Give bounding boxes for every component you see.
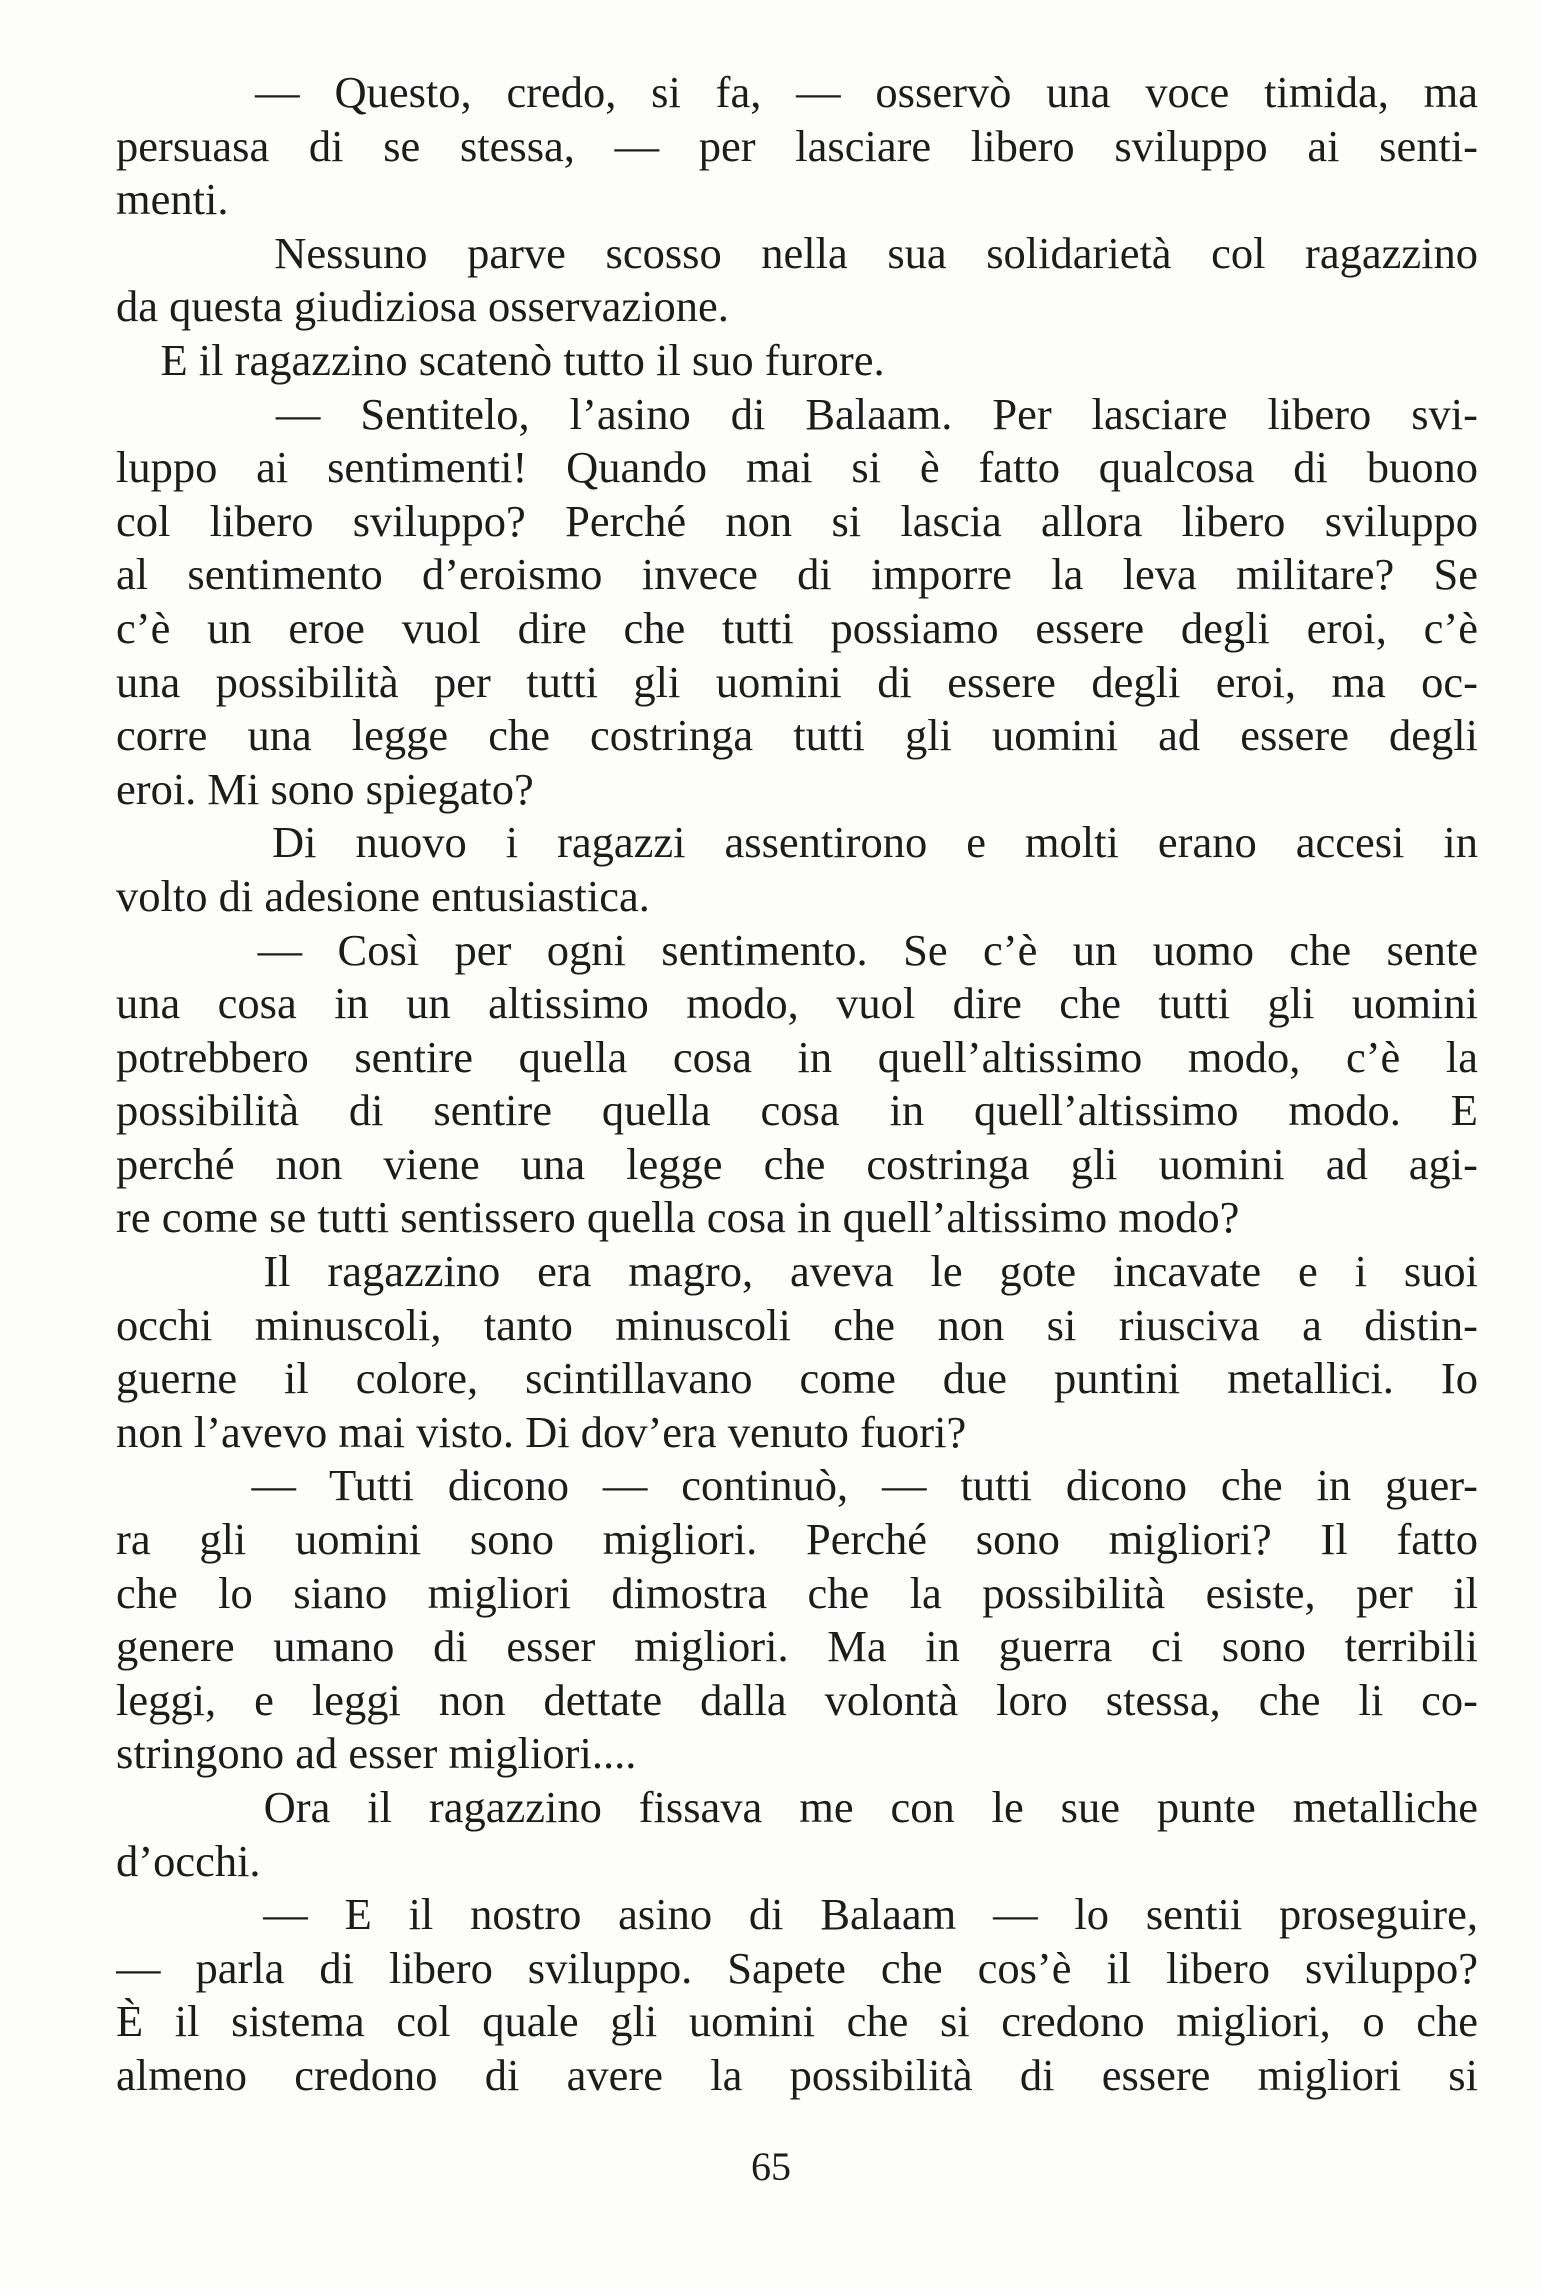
text-line: almeno credono di avere la possibilità di essere migliori si xyxy=(116,2049,1478,2100)
text-line: — Tutti dicono — continuò, — tutti dicono che in guer- xyxy=(116,1460,1478,1511)
text-line: perché non viene una legge che costringa gli uomini ad agi- xyxy=(116,1138,1478,1189)
text-line: al sentimento d’eroismo invece di imporre la leva militare? Se xyxy=(116,549,1478,600)
text-line: una possibilità per tutti gli uomini di essere degli eroi, ma oc- xyxy=(116,656,1478,707)
text-line: non l’avevo mai visto. Di dov’era venuto fuori? xyxy=(116,1406,967,1457)
text-line: che lo siano migliori dimostra che la possibilità esiste, per il xyxy=(116,1567,1478,1618)
text-line: stringono ad esser migliori.... xyxy=(116,1728,637,1779)
text-line: guerne il colore, scintillavano come due puntini metallici. Io xyxy=(116,1353,1478,1404)
text-line: genere umano di esser migliori. Ma in guerra ci sono terribili xyxy=(116,1621,1478,1672)
text-line: occhi minuscoli, tanto minuscoli che non si riusciva a distin- xyxy=(116,1299,1478,1350)
text-line: eroi. Mi sono spiegato? xyxy=(116,763,534,814)
text-line: col libero sviluppo? Perché non si lascia allora libero sviluppo xyxy=(116,495,1478,546)
text-line: corre una legge che costringa tutti gli uomini ad essere degli xyxy=(116,710,1478,761)
text-line: — Questo, credo, si fa, — osservò una voce timida, ma xyxy=(116,67,1478,117)
body-text xyxy=(116,66,1478,2103)
text-line: luppo ai sentimenti! Quando mai si è fatto qualcosa di buono xyxy=(116,442,1478,493)
text-line: leggi, e leggi non dettate dalla volontà loro stessa, che li co- xyxy=(116,1674,1478,1725)
text-line: E il ragazzino scatenò tutto il suo furore. xyxy=(116,334,885,385)
page-number: 65 xyxy=(751,2144,791,2189)
text-line: menti. xyxy=(116,174,229,225)
text-line: ra gli uomini sono migliori. Perché sono migliori? Il fatto xyxy=(116,1514,1478,1565)
text-line: d’occhi. xyxy=(116,1835,261,1886)
text-line: Il ragazzino era magro, aveva le gote incavate e i suoi xyxy=(116,1246,1478,1297)
text-line: da questa giudiziosa osservazione. xyxy=(116,281,729,332)
text-line: — E il nostro asino di Balaam — lo sentii proseguire, xyxy=(116,1889,1478,1940)
text-line: potrebbero sentire quella cosa in quell’altissimo modo, c’è la xyxy=(116,1031,1478,1082)
text-line: c’è un eroe vuol dire che tutti possiamo essere degli eroi, c’è xyxy=(116,602,1478,653)
text-line: È il sistema col quale gli uomini che si credono migliori, o che xyxy=(116,1996,1478,2047)
text-line: Nessuno parve scosso nella sua solidarietà col ragazzino xyxy=(116,227,1478,278)
text-line: possibilità di sentire quella cosa in quell’altissimo modo. E xyxy=(116,1085,1478,1136)
text-line: Di nuovo i ragazzi assentirono e molti erano accesi in xyxy=(116,817,1478,868)
text-line: una cosa in un altissimo modo, vuol dire che tutti gli uomini xyxy=(116,978,1478,1029)
text-line: — Sentitelo, l’asino di Balaam. Per lasciare libero svi- xyxy=(116,388,1478,439)
text-line: — Così per ogni sentimento. Se c’è un uomo che sente xyxy=(116,924,1478,975)
text-line: — parla di libero sviluppo. Sapete che cos’è il libero sviluppo? xyxy=(116,1942,1478,1993)
text-line: volto di adesione entusiastica. xyxy=(116,870,650,921)
text-line: Ora il ragazzino fissava me con le sue punte metalliche xyxy=(116,1782,1478,1832)
text-line: persuasa di se stessa, — per lasciare libero sviluppo ai senti- xyxy=(116,120,1478,171)
text-line: re come se tutti sentissero quella cosa in quell’altissimo modo? xyxy=(116,1192,1240,1243)
